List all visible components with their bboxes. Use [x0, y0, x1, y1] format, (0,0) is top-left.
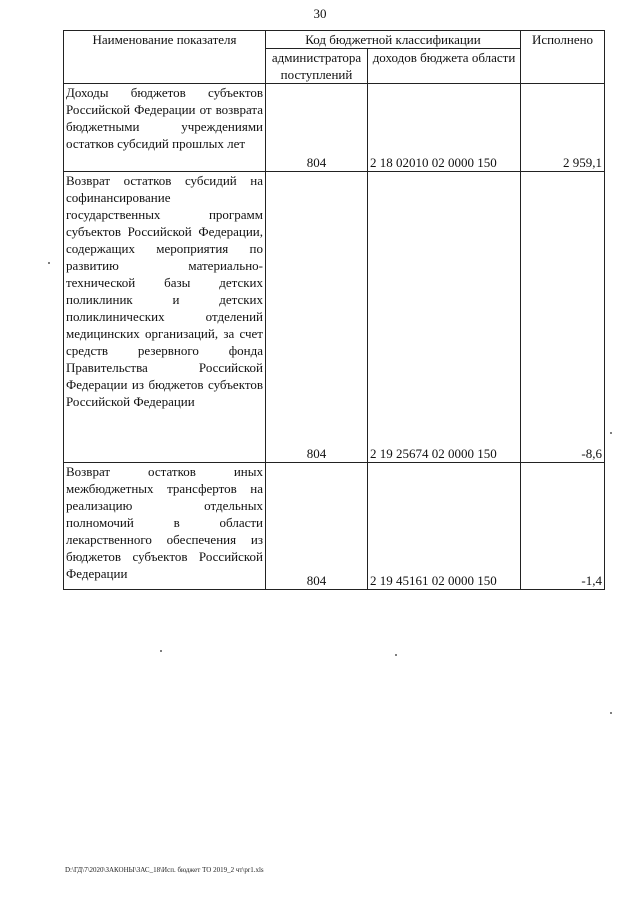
scan-speck — [395, 654, 397, 656]
header-budget-code: Код бюджетной классификации — [266, 31, 521, 49]
row-indicator-name: Возврат остатков иных межбюджетных трансфертов на реализацию отдельных полномочий в области лекарственного обеспечения из бюджетов субъектов Российской Федерации — [64, 463, 266, 590]
table-row — [64, 463, 605, 590]
row-executed-amount: 2 959,1 — [521, 84, 605, 172]
row-revenue-code: 2 18 02010 02 0000 150 — [368, 84, 521, 172]
page-number: 30 — [313, 6, 327, 21]
header-revenues: доходов бюджета области — [368, 49, 521, 84]
row-revenue-code: 2 19 25674 02 0000 150 — [368, 172, 521, 463]
table-row — [64, 172, 605, 463]
row-indicator-name: Возврат остатков субсидий на софинансирование государственных программ субъектов Российской Федерации, содержащих мероприятия по развитию материально-технической базы детских поликлиник и детских поликлинических отделений медицинских организаций, за счет средств резервного фонда Правительства Российской Федерации из бюджетов субъектов Российской Федерации — [64, 172, 266, 463]
header-executed: Исполнено — [521, 31, 605, 84]
header-administrator: администратора поступлений — [266, 49, 368, 84]
row-administrator-code: 804 — [266, 84, 368, 172]
scan-speck — [610, 432, 612, 434]
row-administrator-code: 804 — [266, 172, 368, 463]
footer-file-path: D:\ГД\7\2020\ЗАКОНЫ\ЗАС_18\Исп. бюджет ТО 2019_2 чт\pr1.xls — [65, 866, 264, 874]
header-indicator-name: Наименование показателя — [64, 31, 266, 84]
budget-execution-table — [63, 30, 605, 590]
row-administrator-code: 804 — [266, 463, 368, 590]
row-indicator-name: Доходы бюджетов субъектов Российской Федерации от возврата бюджетными учреждениями остатков субсидий прошлых лет — [64, 84, 266, 172]
row-executed-amount: -8,6 — [521, 172, 605, 463]
scan-speck — [610, 712, 612, 714]
scan-speck — [160, 650, 162, 652]
row-executed-amount: -1,4 — [521, 463, 605, 590]
scan-speck — [48, 262, 50, 264]
table-row — [64, 84, 605, 172]
row-revenue-code: 2 19 45161 02 0000 150 — [368, 463, 521, 590]
